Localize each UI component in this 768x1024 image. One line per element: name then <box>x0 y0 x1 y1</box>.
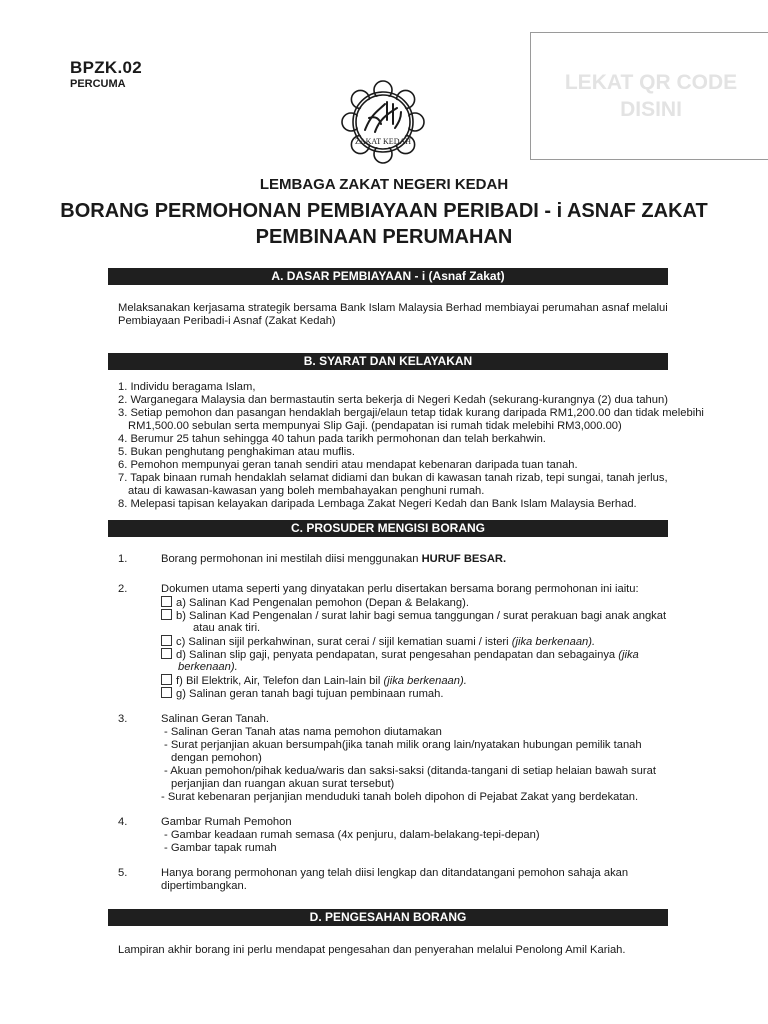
form-price-label: PERCUMA <box>70 78 126 90</box>
document-item-b-cont: atau anak tiri. <box>193 622 261 634</box>
document-item-a: a) Salinan Kad Pengenalan pemohon (Depan & Belakang). <box>161 596 469 610</box>
procedure-3-line: - Salinan Geran Tanah atas nama pemohon diutamakan <box>164 726 442 738</box>
procedure-number: 2. <box>118 583 128 595</box>
requirement-item: 6. Pemohon mempunyai geran tanah sendiri atau mendapat kebenaran daripada tuan tanah. <box>118 459 578 471</box>
form-title-line2: PEMBINAAN PERUMAHAN <box>255 226 513 248</box>
requirement-item: 3. Setiap pemohon dan pasangan hendaklah bergaji/elaun tetap tidak kurang daripada RM1,200.00 dan tidak melebihi <box>118 407 704 419</box>
checkbox-g[interactable] <box>161 687 172 698</box>
requirement-item: 2. Warganegara Malaysia dan bermastautin serta bekerja di Negeri Kedah (sekurang-kurangnya (2) dua tahun) <box>118 394 668 406</box>
form-code: BPZK.02 <box>70 58 143 77</box>
procedure-4-line: - Gambar keadaan rumah semasa (4x penjuru, dalam-belakang-tepi-depan) <box>164 829 540 841</box>
qr-code-placeholder <box>530 32 768 160</box>
procedure-3-line: dengan pemohon) <box>171 752 262 764</box>
section-a-heading: A. DASAR PEMBIAYAAN - i (Asnaf Zakat) <box>108 268 668 285</box>
procedure-number: 1. <box>118 553 128 565</box>
checkbox-d[interactable] <box>161 648 172 659</box>
checkbox-a[interactable] <box>161 596 172 607</box>
procedure-number: 4. <box>118 816 128 828</box>
form-title-line1: BORANG PERMOHONAN PEMBIAYAAN PERIBADI - i ASNAF ZAKAT <box>60 200 708 222</box>
requirement-item: 7. Tapak binaan rumah hendaklah selamat didiami dan bukan di kawasan tanah rizab, tepi sungai, tanah jerlus, <box>118 472 668 484</box>
requirement-item: 8. Melepasi tapisan kelayakan daripada Lembaga Zakat Negeri Kedah dan Bank Islam Malaysia Berhad. <box>118 498 637 510</box>
requirement-item: 4. Berumur 25 tahun sehingga 40 tahun pada tarikh permohonan dan telah berkahwin. <box>118 433 546 445</box>
procedure-3-line: Salinan Geran Tanah. <box>161 713 270 725</box>
qr-placeholder-line2: DISINI <box>620 98 682 121</box>
document-item-d: d) Salinan slip gaji, penyata pendapatan, surat pengesahan pendapatan dan sebagainya (jika <box>161 648 639 662</box>
document-item-c: c) Salinan sijil perkahwinan, surat cerai / sijil kematian suami / isteri (jika berkenaan). <box>161 635 595 649</box>
section-d-heading: D. PENGESAHAN BORANG <box>108 909 668 926</box>
requirement-item-cont: atau di kawasan-kawasan yang boleh membahayakan penghuni rumah. <box>128 485 485 497</box>
section-c-heading: C. PROSUDER MENGISI BORANG <box>108 520 668 537</box>
requirement-item: 1. Individu beragama Islam, <box>118 381 256 393</box>
section-a-line: Melaksanakan kerjasama strategik bersama Bank Islam Malaysia Berhad membiayai perumahan asnaf melalui <box>118 302 668 314</box>
document-item-g: g) Salinan geran tanah bagi tujuan pembinaan rumah. <box>161 687 443 701</box>
document-item-b: b) Salinan Kad Pengenalan / surat lahir bagi semua tanggungan / surat perakuan bagi anak angkat <box>161 609 666 623</box>
procedure-3-line: - Akuan pemohon/pihak kedua/waris dan saksi-saksi (ditanda-tangani di setiap helaian bawah surat <box>164 765 656 777</box>
svg-text:ZAKAT KEDAH: ZAKAT KEDAH <box>354 137 412 146</box>
procedure-number: 5. <box>118 867 128 879</box>
qr-placeholder-line1: LEKAT QR CODE <box>564 70 738 94</box>
checkbox-f[interactable] <box>161 674 172 685</box>
procedure-5-line: Hanya borang permohonan yang telah diisi lengkap dan ditandatangani pemohon sahaja akan <box>161 867 629 879</box>
procedure-3-line: - Surat kebenaran perjanjian menduduki tanah boleh dipohon di Pejabat Zakat yang berdekatan. <box>161 791 639 803</box>
procedure-4-line: - Gambar tapak rumah <box>164 842 277 854</box>
checkbox-c[interactable] <box>161 635 172 646</box>
procedure-1-text: Borang permohonan ini mestilah diisi menggunakan HURUF BESAR. <box>161 553 507 565</box>
section-a-line: Pembiayaan Peribadi-i Asnaf (Zakat Kedah) <box>118 315 336 327</box>
organization-name: LEMBAGA ZAKAT NEGERI KEDAH <box>259 176 509 193</box>
section-d-text: Lampiran akhir borang ini perlu mendapat pengesahan dan penyerahan melalui Penolong Amil Kariah. <box>118 944 626 956</box>
procedure-4-line: Gambar Rumah Pemohon <box>161 816 292 828</box>
requirement-item-cont: RM1,500.00 sebulan serta mempunyai Slip Gaji. (pendapatan isi rumah tidak melebihi RM3,000.00) <box>128 420 622 432</box>
procedure-3-line: perjanjian dan ruangan akuan surat tersebut) <box>171 778 395 790</box>
document-item-d-cont: berkenaan). <box>178 661 238 673</box>
requirement-item: 5. Bukan penghutang penghakiman atau muflis. <box>118 446 355 458</box>
procedure-3-line: - Surat perjanjian akuan bersumpah(jika tanah milik orang lain/nyatakan hubungan pemilik tanah <box>164 739 642 751</box>
zakat-kedah-logo <box>335 74 431 170</box>
document-item-f: f) Bil Elektrik, Air, Telefon dan Lain-lain bil (jika berkenaan). <box>161 674 467 688</box>
procedure-2-intro: Dokumen utama seperti yang dinyatakan perlu disertakan bersama borang permohonan ini iaitu: <box>161 583 639 595</box>
section-b-heading: B. SYARAT DAN KELAYAKAN <box>108 353 668 370</box>
checkbox-b[interactable] <box>161 609 172 620</box>
procedure-5-line: dipertimbangkan. <box>161 880 247 892</box>
procedure-number: 3. <box>118 713 128 725</box>
